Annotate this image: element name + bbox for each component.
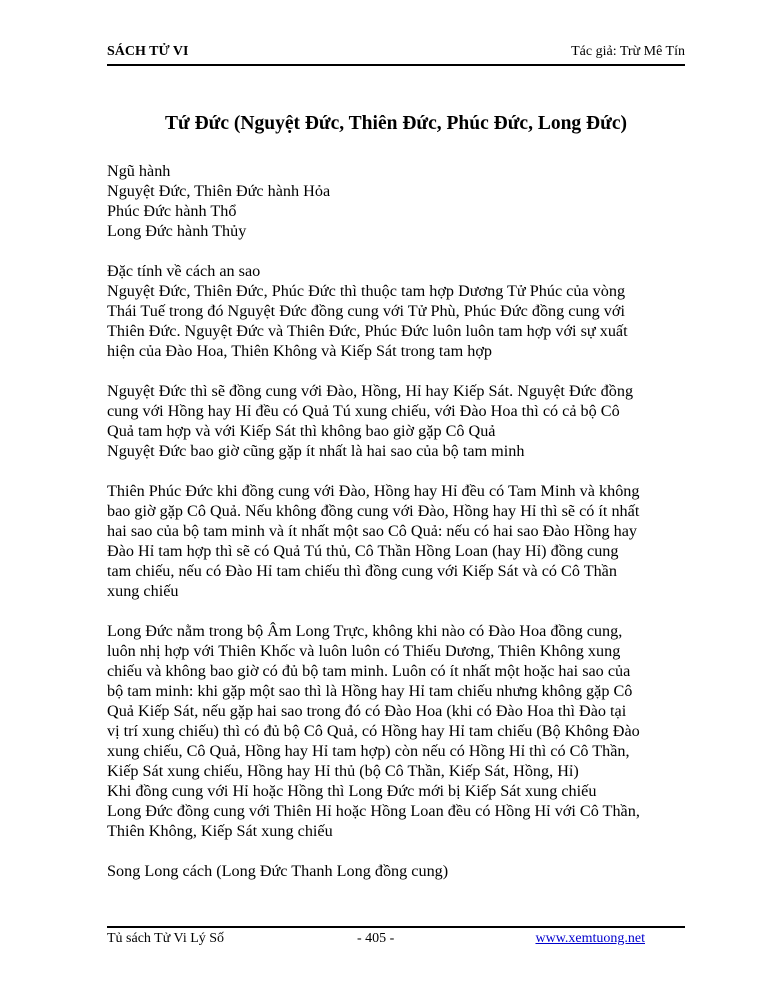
text-line: Long Đức hành Thủy <box>107 222 247 240</box>
text-line: Ngũ hành <box>107 162 171 180</box>
paragraph-ngu-hanh <box>107 161 692 241</box>
text-line: xung chiếu, Cô Quả, Hồng hay Hỉ tam hợp) còn nếu có Hồng Hỉ thì có Cô Thần, <box>107 742 630 760</box>
text-line: luôn nhị hợp với Thiên Khốc và luôn luôn có Thiếu Dương, Thiên Không xung <box>107 642 621 660</box>
page-header <box>107 42 685 66</box>
text-line: Nguyệt Đức thì sẽ đồng cung với Đào, Hồng, Hỉ hay Kiếp Sát. Nguyệt Đức đồng <box>107 382 634 400</box>
page-footer <box>107 926 685 952</box>
text-line: Long Đức đồng cung với Thiên Hỉ hoặc Hồng Loan đều có Hồng Hỉ với Cô Thần, <box>107 802 640 820</box>
text-line: Nguyệt Đức bao giờ cũng gặp ít nhất là hai sao của bộ tam minh <box>107 442 525 460</box>
text-line: hai sao của bộ tam minh và ít nhất một sao Cô Quả: nếu có hai sao Đào Hồng hay <box>107 522 638 540</box>
paragraph-long-duc <box>107 621 692 841</box>
text-line: Phúc Đức hành Thổ <box>107 202 237 220</box>
text-line: Song Long cách (Long Đức Thanh Long đồng cung) <box>107 862 449 880</box>
text-line: Quả tam hợp và với Kiếp Sát thì không bao giờ gặp Cô Quả <box>107 422 496 440</box>
text-line: bao giờ gặp Cô Quả. Nếu không đồng cung với Đào, Hồng hay Hỉ thì sẽ có ít nhất <box>107 502 640 520</box>
series-name: Tủ sách Tử Vi Lý Số <box>107 931 225 946</box>
text-line: chiếu và không bao giờ có đủ bộ tam minh. Luôn có ít nhất một hoặc hai sao của <box>107 662 631 680</box>
text-line: bộ tam minh: khi gặp một sao thì là Hồng hay Hỉ tam chiếu nhưng không gặp Cô <box>107 682 633 700</box>
text-line: xung chiếu <box>107 582 179 600</box>
text-line: Thiên Đức. Nguyệt Đức và Thiên Đức, Phúc Đức luôn luôn tam hợp với sự xuất <box>107 322 628 340</box>
paragraph-song-long <box>107 861 692 881</box>
text-line: Nguyệt Đức, Thiên Đức, Phúc Đức thì thuộc tam hợp Dương Tử Phúc của vòng <box>107 282 626 300</box>
text-line: Đặc tính về cách an sao <box>107 262 261 280</box>
text-line: Nguyệt Đức, Thiên Đức hành Hỏa <box>107 182 331 200</box>
text-line: hiện của Đào Hoa, Thiên Không và Kiếp Sát trong tam hợp <box>107 342 492 360</box>
section-title: Tứ Đức (Nguyệt Đức, Thiên Đức, Phúc Đức, Long Đức) <box>165 113 627 134</box>
text-line: Long Đức nằm trong bộ Âm Long Trực, không khi nào có Đào Hoa đồng cung, <box>107 622 623 640</box>
book-title: SÁCH TỬ VI <box>107 44 189 59</box>
text-line: Thái Tuế trong đó Nguyệt Đức đồng cung với Tử Phù, Phúc Đức đồng cung với <box>107 302 625 320</box>
text-line: cung với Hồng hay Hỉ đều có Quả Tú xung chiếu, với Đào Hoa thì có cả bộ Cô <box>107 402 620 420</box>
author-credit: Tác giả: Trừ Mê Tín <box>571 44 685 59</box>
text-line: Khi đồng cung với Hỉ hoặc Hồng thì Long Đức mới bị Kiếp Sát xung chiếu <box>107 782 597 800</box>
text-line: Thiên Không, Kiếp Sát xung chiếu <box>107 822 333 840</box>
website-link[interactable]: www.xemtuong.net <box>535 931 645 946</box>
text-line: tam chiếu, nếu có Đào Hỉ tam chiếu thì đồng cung với Kiếp Sát và có Cô Thần <box>107 562 617 580</box>
paragraph-nguyet-duc <box>107 381 692 461</box>
text-line: vị trí xung chiếu) thì có đủ bộ Cô Quả, có Hồng hay Hỉ tam chiếu (Bộ Không Đào <box>107 722 640 740</box>
page-number: - 405 - <box>357 931 395 946</box>
text-line: Kiếp Sát xung chiếu, Hồng hay Hỉ thủ (bộ Cô Thần, Kiếp Sát, Hồng, Hỉ) <box>107 762 579 780</box>
body-text <box>107 161 692 881</box>
paragraph-dac-tinh <box>107 261 692 361</box>
text-line: Thiên Phúc Đức khi đồng cung với Đào, Hồng hay Hỉ đều có Tam Minh và không <box>107 482 640 500</box>
text-line: Quả Kiếp Sát, nếu gặp hai sao trong đó có Đào Hoa (khi có Đào Hoa thì Đào tại <box>107 702 627 720</box>
text-line: Đào Hỉ tam hợp thì sẽ có Quả Tú thủ, Cô Thần Hồng Loan (hay Hỉ) đồng cung <box>107 542 619 560</box>
paragraph-phuc-duc <box>107 481 692 601</box>
